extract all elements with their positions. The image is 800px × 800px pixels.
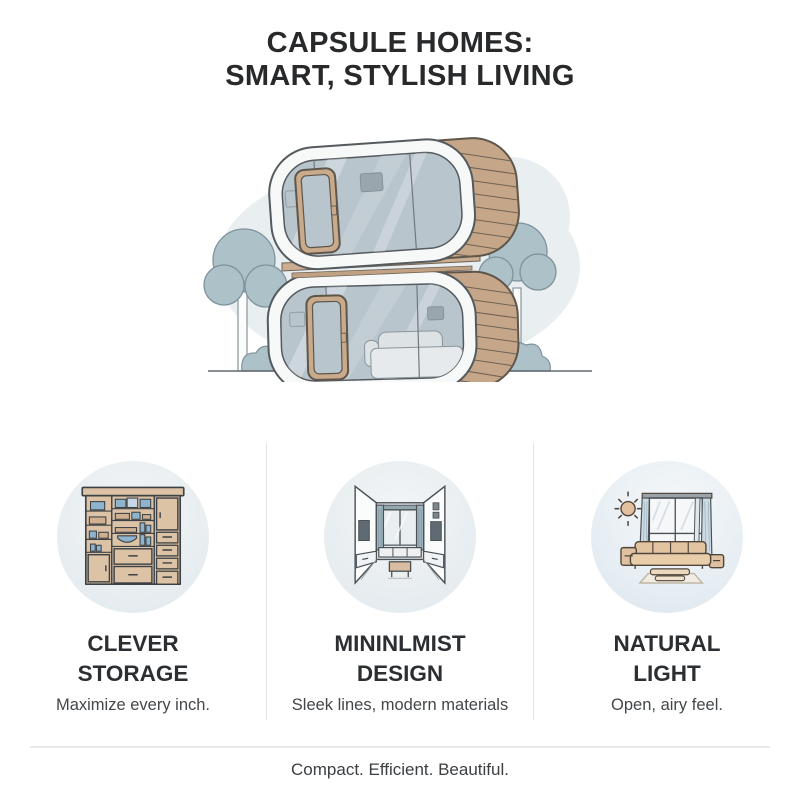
feature-subtitle-clever-storage: Maximize every inch. <box>55 696 211 714</box>
storage-cabinet-icon <box>74 478 192 596</box>
feature-subtitle-natural-light: Open, airy feel. <box>611 696 723 714</box>
footer-tagline: Compact. Efficient. Beautiful. <box>291 760 509 779</box>
feature-clever-storage <box>0 443 266 720</box>
feature-subtitle-minimalist-design: Sleek lines, modern materials <box>291 696 509 714</box>
capsule-lower <box>267 269 523 382</box>
minimalist-room-icon <box>341 478 459 596</box>
sun-icon <box>615 492 641 525</box>
capsule-homes-illustration-icon <box>180 122 620 382</box>
room-icon-circle <box>324 461 476 613</box>
feature-minimalist-design <box>266 443 534 720</box>
feature-title-clever-storage: CLEVER STORAGE <box>77 631 189 686</box>
feature-title-minimalist-design: MININLMIST DESIGN <box>334 631 466 686</box>
footer-divider <box>30 746 770 748</box>
page-title-line1: CAPSULE HOMES: <box>266 27 534 59</box>
hero-illustration <box>0 122 800 382</box>
sunlit-window-sofa-icon <box>608 478 726 596</box>
feature-title-natural-light: NATURAL LIGHT <box>613 631 721 686</box>
page-title-line2: SMART, STYLISH LIVING <box>225 60 575 92</box>
storage-icon-circle <box>57 461 209 613</box>
page-title <box>0 27 800 93</box>
feature-natural-light <box>534 443 800 720</box>
features-row <box>0 443 800 720</box>
light-icon-circle <box>591 461 743 613</box>
